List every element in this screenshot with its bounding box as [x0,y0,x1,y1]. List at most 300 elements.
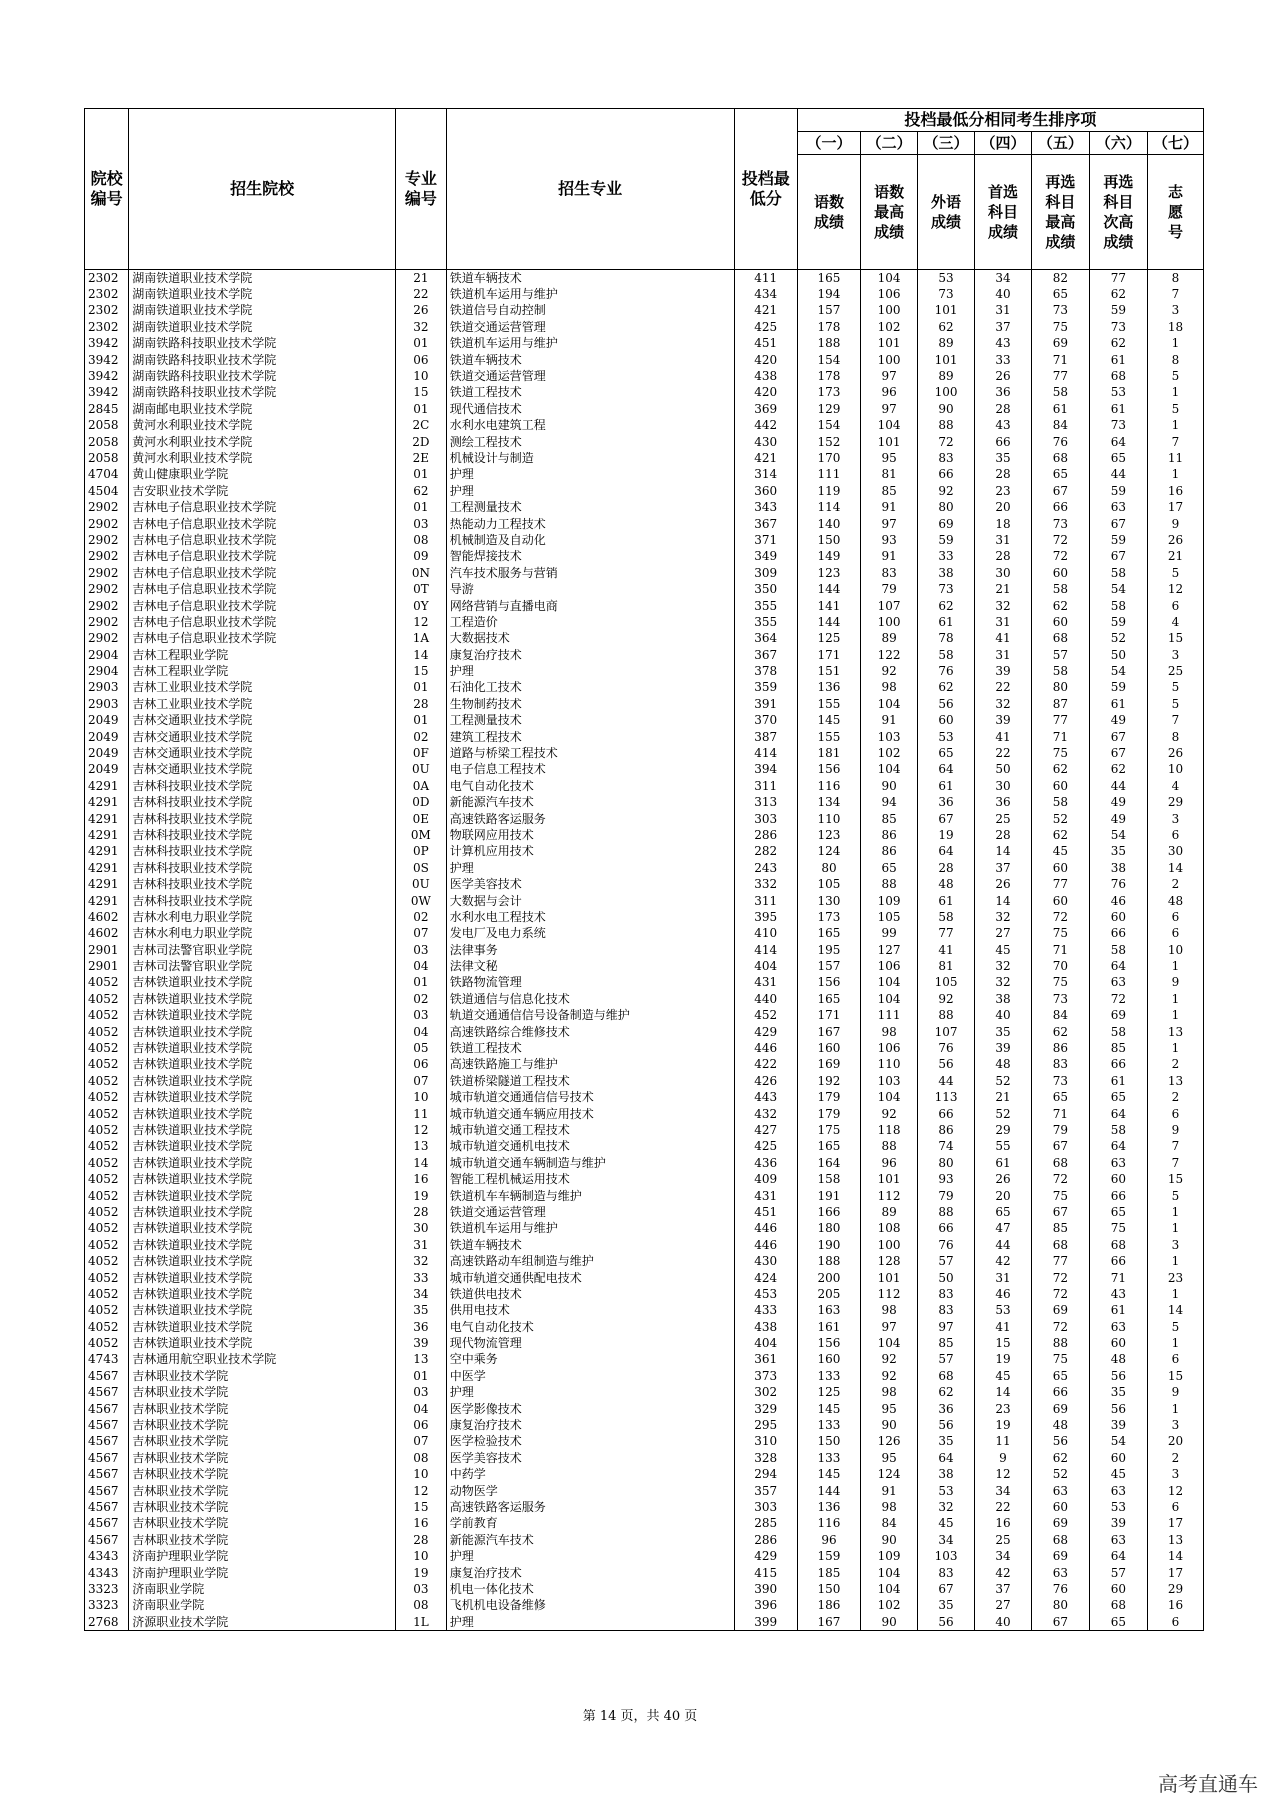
cell-school-name: 湖南铁道职业技术学院 [129,270,396,287]
cell-score-5: 87 [1031,696,1089,712]
cell-major-name: 电子信息工程技术 [446,762,734,778]
cell-score-3: 81 [918,958,975,974]
cell-score-7: 3 [1147,1467,1203,1483]
cell-score-3: 67 [918,811,975,827]
cell-major-name: 护理 [446,1548,734,1564]
cell-score-3: 33 [918,549,975,565]
cell-min-score: 422 [734,1057,797,1073]
cell-score-6: 65 [1089,1204,1147,1220]
cell-score-7: 4 [1147,614,1203,630]
cell-min-score: 243 [734,860,797,876]
cell-major-code: 0D [396,795,447,811]
cell-score-5: 58 [1031,581,1089,597]
cell-school-name: 吉林铁道职业技术学院 [129,1221,396,1237]
cell-score-7: 13 [1147,1024,1203,1040]
rank-label-4 [974,155,1031,270]
cell-major-name: 导游 [446,581,734,597]
cell-major-code: 0Y [396,598,447,614]
cell-score-3: 64 [918,844,975,860]
cell-score-2: 104 [861,270,918,287]
cell-major-code: 08 [396,1450,447,1466]
cell-score-3: 19 [918,827,975,843]
cell-score-1: 166 [797,1204,860,1220]
admission-score-table [84,108,1204,1631]
cell-score-6: 63 [1089,1532,1147,1548]
cell-score-5: 58 [1031,385,1089,401]
cell-score-2: 97 [861,516,918,532]
cell-major-code: 06 [396,1417,447,1433]
cell-score-1: 171 [797,647,860,663]
cell-major-code: 01 [396,499,447,515]
cell-score-2: 122 [861,647,918,663]
cell-score-2: 79 [861,581,918,597]
cell-score-5: 84 [1031,1008,1089,1024]
cell-score-2: 81 [861,467,918,483]
cell-major-code: 0E [396,811,447,827]
cell-major-code: 0U [396,876,447,892]
cell-school-code: 4504 [85,483,129,499]
table-row [85,876,1204,892]
cell-major-code: 13 [396,1352,447,1368]
table-row [85,286,1204,302]
cell-min-score: 433 [734,1303,797,1319]
cell-major-name: 计算机应用技术 [446,844,734,860]
cell-score-1: 96 [797,1532,860,1548]
cell-score-1: 167 [797,1614,860,1631]
cell-school-code: 2768 [85,1614,129,1631]
cell-score-2: 92 [861,663,918,679]
cell-score-7: 4 [1147,778,1203,794]
cell-major-code: 01 [396,467,447,483]
cell-score-5: 79 [1031,1122,1089,1138]
cell-major-code: 03 [396,1581,447,1597]
cell-score-2: 104 [861,696,918,712]
cell-min-score: 424 [734,1270,797,1286]
cell-school-code: 4343 [85,1565,129,1581]
cell-score-3: 68 [918,1368,975,1384]
cell-score-5: 85 [1031,1221,1089,1237]
cell-score-1: 123 [797,565,860,581]
cell-score-1: 156 [797,762,860,778]
cell-score-5: 52 [1031,1467,1089,1483]
cell-school-code: 4052 [85,1270,129,1286]
table-row [85,483,1204,499]
cell-school-name: 吉林交通职业技术学院 [129,729,396,745]
cell-major-name: 水利水电建筑工程 [446,418,734,434]
cell-score-5: 75 [1031,1352,1089,1368]
cell-school-code: 4567 [85,1483,129,1499]
cell-score-4: 31 [974,1270,1031,1286]
cell-score-3: 83 [918,450,975,466]
cell-major-name: 铁道交通运营管理 [446,368,734,384]
cell-school-code: 3323 [85,1581,129,1597]
cell-score-7: 5 [1147,696,1203,712]
table-body [85,270,1204,1631]
cell-score-7: 21 [1147,549,1203,565]
cell-major-code: 10 [396,1467,447,1483]
cell-score-6: 44 [1089,778,1147,794]
cell-score-7: 6 [1147,1499,1203,1515]
cell-score-2: 91 [861,713,918,729]
cell-min-score: 367 [734,516,797,532]
cell-school-name: 吉林电子信息职业技术学院 [129,532,396,548]
watermark-text: 高考直通车 [1158,1772,1258,1796]
cell-min-score: 364 [734,631,797,647]
table-row [85,1024,1204,1040]
cell-major-name: 中药学 [446,1467,734,1483]
cell-school-code: 4291 [85,795,129,811]
cell-school-code: 2302 [85,270,129,287]
cell-score-3: 57 [918,1352,975,1368]
cell-school-name: 吉林水利电力职业学院 [129,926,396,942]
cell-score-4: 14 [974,1385,1031,1401]
cell-major-code: 08 [396,532,447,548]
cell-major-code: 0A [396,778,447,794]
cell-min-score: 311 [734,893,797,909]
cell-score-6: 49 [1089,795,1147,811]
cell-score-1: 136 [797,680,860,696]
cell-score-5: 68 [1031,1237,1089,1253]
header-major-code-text: 专业编号 [404,169,437,208]
cell-score-6: 50 [1089,647,1147,663]
cell-min-score: 390 [734,1581,797,1597]
cell-score-5: 72 [1031,1270,1089,1286]
cell-min-score: 429 [734,1548,797,1564]
cell-major-name: 城市轨道交通通信信号技术 [446,1090,734,1106]
cell-score-7: 26 [1147,745,1203,761]
cell-score-1: 195 [797,942,860,958]
cell-score-4: 22 [974,745,1031,761]
cell-score-2: 105 [861,909,918,925]
cell-score-7: 1 [1147,1286,1203,1302]
cell-school-name: 吉林交通职业技术学院 [129,745,396,761]
cell-score-5: 66 [1031,1385,1089,1401]
table-row [85,1057,1204,1073]
cell-score-4: 35 [974,1024,1031,1040]
cell-major-name: 护理 [446,483,734,499]
cell-score-6: 85 [1089,1040,1147,1056]
cell-school-name: 吉林铁道职业技术学院 [129,1286,396,1302]
cell-score-5: 62 [1031,598,1089,614]
cell-major-name: 医学美容技术 [446,1450,734,1466]
cell-major-name: 高速铁路施工与维护 [446,1057,734,1073]
cell-major-code: 32 [396,1253,447,1269]
cell-school-code: 4567 [85,1499,129,1515]
cell-min-score: 350 [734,581,797,597]
cell-score-6: 58 [1089,1122,1147,1138]
cell-score-7: 7 [1147,713,1203,729]
table-row [85,811,1204,827]
cell-score-1: 160 [797,1040,860,1056]
cell-min-score: 355 [734,614,797,630]
cell-score-1: 144 [797,1483,860,1499]
rank-number-2: （二） [861,132,918,155]
cell-score-6: 45 [1089,1467,1147,1483]
cell-major-code: 36 [396,1319,447,1335]
cell-score-4: 47 [974,1221,1031,1237]
cell-score-1: 181 [797,745,860,761]
cell-score-2: 88 [861,876,918,892]
cell-score-6: 64 [1089,1548,1147,1564]
cell-score-7: 3 [1147,811,1203,827]
cell-score-7: 20 [1147,1434,1203,1450]
cell-score-1: 165 [797,1139,860,1155]
cell-score-3: 36 [918,1401,975,1417]
cell-min-score: 414 [734,942,797,958]
cell-major-name: 康复治疗技术 [446,1565,734,1581]
cell-score-5: 72 [1031,1171,1089,1187]
cell-score-1: 161 [797,1319,860,1335]
cell-score-5: 75 [1031,745,1089,761]
table-row [85,942,1204,958]
cell-major-name: 医学影像技术 [446,1401,734,1417]
table-row [85,319,1204,335]
cell-major-name: 铁道工程技术 [446,385,734,401]
cell-score-4: 40 [974,286,1031,302]
cell-school-code: 4567 [85,1368,129,1384]
cell-major-code: 02 [396,909,447,925]
cell-score-5: 76 [1031,1581,1089,1597]
cell-score-7: 3 [1147,303,1203,319]
cell-score-3: 56 [918,1057,975,1073]
cell-school-code: 2904 [85,647,129,663]
cell-school-name: 吉林司法警官职业学院 [129,942,396,958]
cell-score-5: 63 [1031,1483,1089,1499]
cell-major-name: 学前教育 [446,1516,734,1532]
cell-score-3: 76 [918,1040,975,1056]
cell-score-7: 15 [1147,631,1203,647]
cell-score-2: 100 [861,352,918,368]
cell-major-code: 04 [396,1024,447,1040]
cell-score-4: 32 [974,958,1031,974]
cell-school-name: 湖南铁路科技职业技术学院 [129,385,396,401]
cell-score-5: 72 [1031,909,1089,925]
cell-min-score: 310 [734,1434,797,1450]
cell-min-score: 303 [734,811,797,827]
cell-major-code: 15 [396,385,447,401]
cell-major-code: 22 [396,286,447,302]
cell-min-score: 452 [734,1008,797,1024]
cell-score-6: 59 [1089,614,1147,630]
cell-score-2: 102 [861,745,918,761]
cell-score-5: 60 [1031,893,1089,909]
cell-min-score: 426 [734,1073,797,1089]
cell-score-7: 2 [1147,1450,1203,1466]
cell-school-name: 吉林工程职业学院 [129,663,396,679]
cell-score-7: 25 [1147,663,1203,679]
cell-score-3: 28 [918,860,975,876]
cell-major-code: 28 [396,696,447,712]
cell-score-1: 150 [797,1434,860,1450]
table-row [85,1467,1204,1483]
cell-score-4: 31 [974,614,1031,630]
cell-score-1: 130 [797,893,860,909]
cell-min-score: 373 [734,1368,797,1384]
table-row [85,1335,1204,1351]
cell-school-name: 吉林铁道职业技术学院 [129,1090,396,1106]
cell-school-name: 湖南铁道职业技术学院 [129,303,396,319]
cell-school-name: 吉林工业职业技术学院 [129,680,396,696]
cell-score-2: 104 [861,418,918,434]
table-row [85,1385,1204,1401]
cell-school-name: 湖南铁路科技职业技术学院 [129,336,396,352]
cell-score-4: 41 [974,729,1031,745]
cell-score-3: 38 [918,1467,975,1483]
cell-major-code: 08 [396,1598,447,1614]
cell-score-2: 84 [861,1516,918,1532]
cell-score-5: 72 [1031,549,1089,565]
cell-score-4: 42 [974,1253,1031,1269]
cell-min-score: 431 [734,975,797,991]
cell-score-6: 66 [1089,1253,1147,1269]
cell-score-5: 72 [1031,1286,1089,1302]
cell-score-6: 59 [1089,680,1147,696]
cell-score-7: 26 [1147,532,1203,548]
cell-score-6: 49 [1089,811,1147,827]
cell-score-6: 75 [1089,1221,1147,1237]
cell-score-7: 2 [1147,1090,1203,1106]
cell-school-name: 吉林司法警官职业学院 [129,958,396,974]
cell-major-name: 铁道机车运用与维护 [446,286,734,302]
cell-score-2: 103 [861,1073,918,1089]
cell-score-1: 155 [797,729,860,745]
cell-min-score: 451 [734,336,797,352]
cell-score-4: 41 [974,631,1031,647]
cell-score-4: 53 [974,1303,1031,1319]
rank-number-1: （一） [797,132,860,155]
cell-min-score: 438 [734,1319,797,1335]
cell-score-7: 6 [1147,1352,1203,1368]
cell-major-code: 28 [396,1532,447,1548]
cell-score-5: 61 [1031,401,1089,417]
cell-score-3: 73 [918,581,975,597]
cell-score-5: 65 [1031,467,1089,483]
cell-score-7: 2 [1147,876,1203,892]
cell-school-code: 4052 [85,1319,129,1335]
cell-min-score: 446 [734,1221,797,1237]
cell-score-1: 156 [797,1335,860,1351]
cell-major-code: 01 [396,336,447,352]
cell-score-1: 163 [797,1303,860,1319]
cell-score-5: 75 [1031,926,1089,942]
cell-score-1: 116 [797,778,860,794]
cell-score-4: 28 [974,827,1031,843]
cell-score-1: 111 [797,467,860,483]
cell-major-code: 62 [396,483,447,499]
cell-score-6: 54 [1089,1434,1147,1450]
cell-score-2: 95 [861,450,918,466]
cell-score-2: 102 [861,1598,918,1614]
cell-major-name: 铁道通信与信息化技术 [446,991,734,1007]
cell-major-name: 智能焊接技术 [446,549,734,565]
rank-label-text: 志愿号 [1167,183,1183,241]
cell-score-5: 73 [1031,303,1089,319]
cell-min-score: 332 [734,876,797,892]
cell-score-1: 150 [797,532,860,548]
cell-school-code: 4052 [85,1155,129,1171]
cell-school-code: 4052 [85,1303,129,1319]
cell-school-code: 4291 [85,811,129,827]
cell-score-3: 78 [918,631,975,647]
cell-major-name: 铁道车辆技术 [446,270,734,287]
cell-score-7: 29 [1147,1581,1203,1597]
rank-label-1 [797,155,860,270]
cell-score-4: 46 [974,1286,1031,1302]
cell-score-2: 103 [861,729,918,745]
cell-score-7: 1 [1147,1401,1203,1417]
cell-min-score: 369 [734,401,797,417]
cell-score-2: 111 [861,1008,918,1024]
cell-school-name: 吉林铁道职业技术学院 [129,991,396,1007]
cell-score-3: 67 [918,1581,975,1597]
cell-score-7: 1 [1147,1204,1203,1220]
cell-score-4: 22 [974,1499,1031,1515]
cell-score-6: 72 [1089,991,1147,1007]
cell-score-1: 190 [797,1237,860,1253]
cell-score-3: 76 [918,1237,975,1253]
cell-school-name: 济南护理职业学院 [129,1548,396,1564]
table-row [85,1401,1204,1417]
cell-major-code: 01 [396,1368,447,1384]
cell-school-name: 吉林铁道职业技术学院 [129,1155,396,1171]
cell-min-score: 343 [734,499,797,515]
cell-score-1: 200 [797,1270,860,1286]
cell-score-7: 9 [1147,1122,1203,1138]
cell-major-name: 医学美容技术 [446,876,734,892]
cell-score-2: 90 [861,778,918,794]
cell-score-5: 82 [1031,270,1089,287]
cell-min-score: 446 [734,1040,797,1056]
cell-school-code: 3942 [85,352,129,368]
cell-school-code: 2049 [85,729,129,745]
cell-score-7: 1 [1147,958,1203,974]
page-footer: 第 14 页，共 40 页 [582,1709,698,1724]
cell-score-2: 91 [861,499,918,515]
cell-score-3: 62 [918,598,975,614]
cell-min-score: 415 [734,1565,797,1581]
cell-score-1: 171 [797,1008,860,1024]
cell-score-1: 180 [797,1221,860,1237]
cell-major-code: 09 [396,549,447,565]
cell-score-2: 104 [861,991,918,1007]
cell-school-code: 4052 [85,1139,129,1155]
cell-score-3: 61 [918,614,975,630]
cell-school-name: 吉林铁道职业技术学院 [129,975,396,991]
header-school-name: 招生院校 [129,109,396,270]
cell-score-7: 6 [1147,926,1203,942]
rank-label-text: 再选科目次高成绩 [1103,173,1134,251]
cell-score-2: 104 [861,1581,918,1597]
cell-score-1: 150 [797,1581,860,1597]
table-row [85,1040,1204,1056]
cell-score-5: 52 [1031,811,1089,827]
cell-score-5: 77 [1031,713,1089,729]
cell-min-score: 410 [734,926,797,942]
cell-min-score: 404 [734,958,797,974]
cell-school-code: 3942 [85,336,129,352]
cell-min-score: 328 [734,1450,797,1466]
cell-score-2: 97 [861,401,918,417]
cell-score-4: 30 [974,778,1031,794]
cell-school-name: 吉林铁道职业技术学院 [129,1270,396,1286]
table-row [85,647,1204,663]
cell-school-name: 吉林科技职业技术学院 [129,876,396,892]
cell-score-6: 38 [1089,860,1147,876]
cell-score-5: 72 [1031,1319,1089,1335]
cell-major-code: 2D [396,434,447,450]
cell-score-6: 35 [1089,1385,1147,1401]
table-row [85,1483,1204,1499]
